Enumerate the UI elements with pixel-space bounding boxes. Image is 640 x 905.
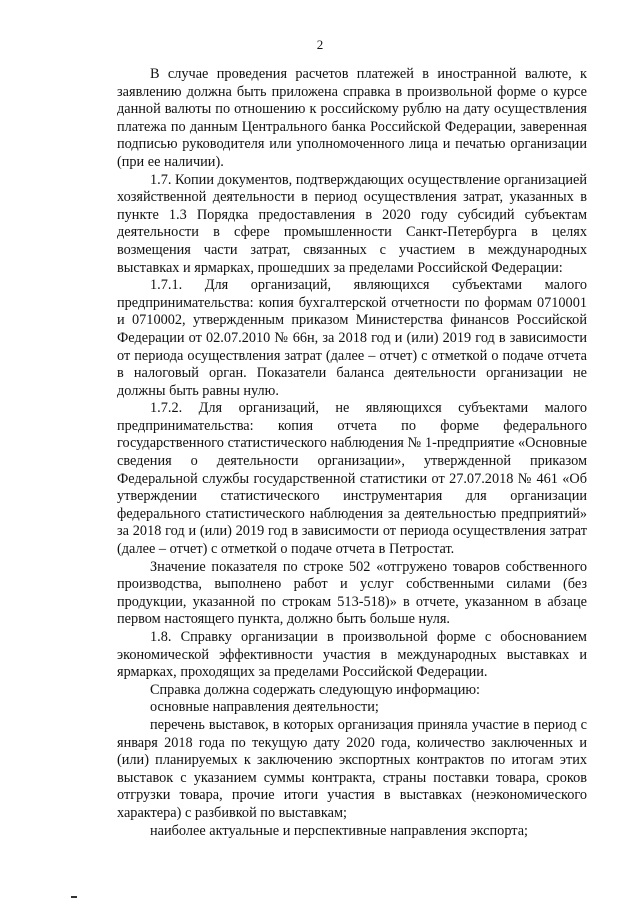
paragraph-1-7-2: 1.7.2. Для организаций, не являющихся субъектами малого предпринимательства: копия отчета по форме федерального государственного статистического наблюдения № 1-предприятие «Основные сведения о деятельности организации», утвержденной приказом Федеральной службы государственной статистики от 27.07.2018 № 461 «Об утверждении статистического инструментария для организации федерального статистического наблюдения за деятельностью предприятий» за 2018 год и (или) 2019 год в зависимости от периода осуществления затрат (далее – отчет) с отметкой о подаче отчета в Петростат.: [117, 400, 587, 558]
margin-dash-mark: [71, 896, 77, 898]
list-item-exhibitions: перечень выставок, в которых организация приняла участие в период с января 2018 года по текущую дату 2020 года, количество заключенных и (или) планируемых к заключению экспортных контрактов по итогам этих выставок с указанием суммы контракта, страны поставки товара, сроков отгрузки товара, прочие итоги участия в выставках (неэкономического характера) с разбивкой по выставкам;: [117, 716, 587, 821]
paragraph-currency-note: В случае проведения расчетов платежей в иностранной валюте, к заявлению должна быть приложена справка в произвольной форме о курсе данной валюты по отношению к российскому рублю на дату осуществления платежа по данным Центрального банка Российской Федерации, заверенная подписью руководителя или уполномоченного лица и печатью организации (при ее наличии).: [117, 66, 587, 170]
paragraph-1-7: 1.7. Копии документов, подтверждающих осуществление организацией хозяйственной деятельности в период осуществления затрат, указанных в пункте 1.3 Порядка предоставления в 2020 году субсидий субъектам деятельности в сфере промышленности Санкт-Петербурга в целях возмещения части затрат, связанных с участием в международных выставках и ярмарках, прошедших за пределами Российской Федерации:: [117, 171, 587, 276]
list-item-export-directions: наиболее актуальные и перспективные направления экспорта;: [150, 822, 529, 839]
page-number: 2: [316, 37, 324, 52]
paragraph-indicator-502: Значение показателя по строке 502 «отгружено товаров собственного производства, выполнено работ и услуг собственными силами (без продукции, указанной по строкам 513-518)» в отчете, указанном в абзаце первом настоящего пункта, должно быть больше нуля.: [117, 558, 587, 628]
paragraph-1-7-1: 1.7.1. Для организаций, являющихся субъектами малого предпринимательства: копия бухгалтерской отчетности по формам 0710001 и 0710002, утвержденным приказом Министерства финансов Российской Федерации от 02.07.2010 № 66н, за 2018 год и (или) 2019 год в зависимости от периода осуществления затрат (далее – отчет) с отметкой о подаче отчета в налоговый орган. Показатели баланса деятельности организации не должны быть равны нулю.: [117, 277, 587, 399]
paragraph-1-8: 1.8. Справку организации в произвольной форме с обоснованием экономической эффективности участия в международных выставках и ярмарках, проходящих за пределами Российской Федерации.: [117, 629, 587, 681]
paragraph-info-required: Справка должна содержать следующую информацию:: [150, 681, 480, 698]
document-body: [117, 66, 587, 840]
list-item-main-activities: основные направления деятельности;: [150, 699, 379, 716]
